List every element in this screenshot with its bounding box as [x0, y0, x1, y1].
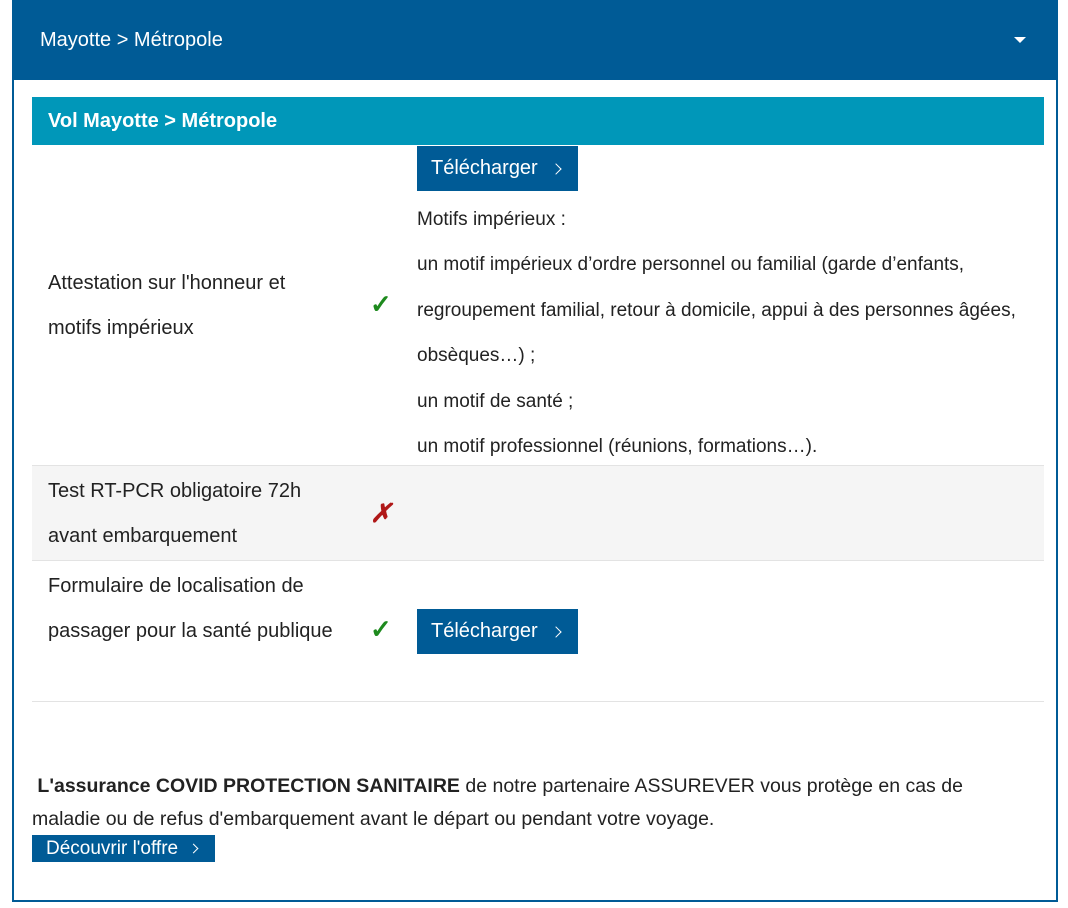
- download-button[interactable]: [417, 609, 578, 654]
- travel-requirements-panel: [12, 0, 1058, 902]
- offer-bold: L'assurance COVID PROTECTION SANITAIRE: [37, 775, 460, 797]
- caret-down-icon[interactable]: [1014, 37, 1026, 43]
- table-row: [32, 561, 1044, 702]
- row-label: Test RT-PCR obligatoire 72h avant embarquement: [48, 480, 302, 547]
- check-icon: ✓: [370, 614, 392, 644]
- row-label: Attestation sur l'honneur et motifs impérieux: [48, 272, 286, 339]
- row-content: [417, 146, 1037, 469]
- check-icon: ✓: [370, 289, 392, 319]
- row-content: [417, 609, 1037, 654]
- chevron-right-icon: [550, 626, 561, 637]
- motifs-list: [417, 197, 1037, 469]
- accordion-header[interactable]: [14, 0, 1056, 80]
- insurance-offer-text: [32, 770, 1032, 836]
- offer-text: de notre partenaire ASSUREVER vous protège en cas de maladie ou de refus d'embarquement avant le départ ou pendant votre voyage.: [32, 775, 963, 830]
- table-row: [32, 146, 1044, 466]
- cross-icon: ✗: [370, 498, 392, 528]
- discover-offer-label: Découvrir l'offre: [46, 837, 179, 859]
- discover-offer-button[interactable]: [32, 835, 215, 862]
- download-button-label: Télécharger: [431, 157, 538, 179]
- download-button[interactable]: [417, 146, 578, 191]
- list-item: un motif de santé ;: [417, 390, 574, 412]
- list-item: Motifs impérieux :: [417, 209, 566, 230]
- section-title: Vol Mayotte > Métropole: [32, 97, 1044, 145]
- table-row: [32, 466, 1044, 561]
- list-item: un motif impérieux d’ordre personnel ou familial (garde d’enfants, regroupement familial, retour à domicile, appui à des personnes âgées, obsèques…) ;: [417, 254, 1016, 367]
- chevron-right-icon: [189, 844, 199, 854]
- list-item: un motif professionnel (réunions, formations…).: [417, 436, 818, 458]
- chevron-right-icon: [550, 163, 561, 174]
- accordion-title: Mayotte > Métropole: [40, 28, 223, 51]
- row-label: Formulaire de localisation de passager pour la santé publique: [48, 575, 333, 642]
- download-button-label: Télécharger: [431, 620, 538, 642]
